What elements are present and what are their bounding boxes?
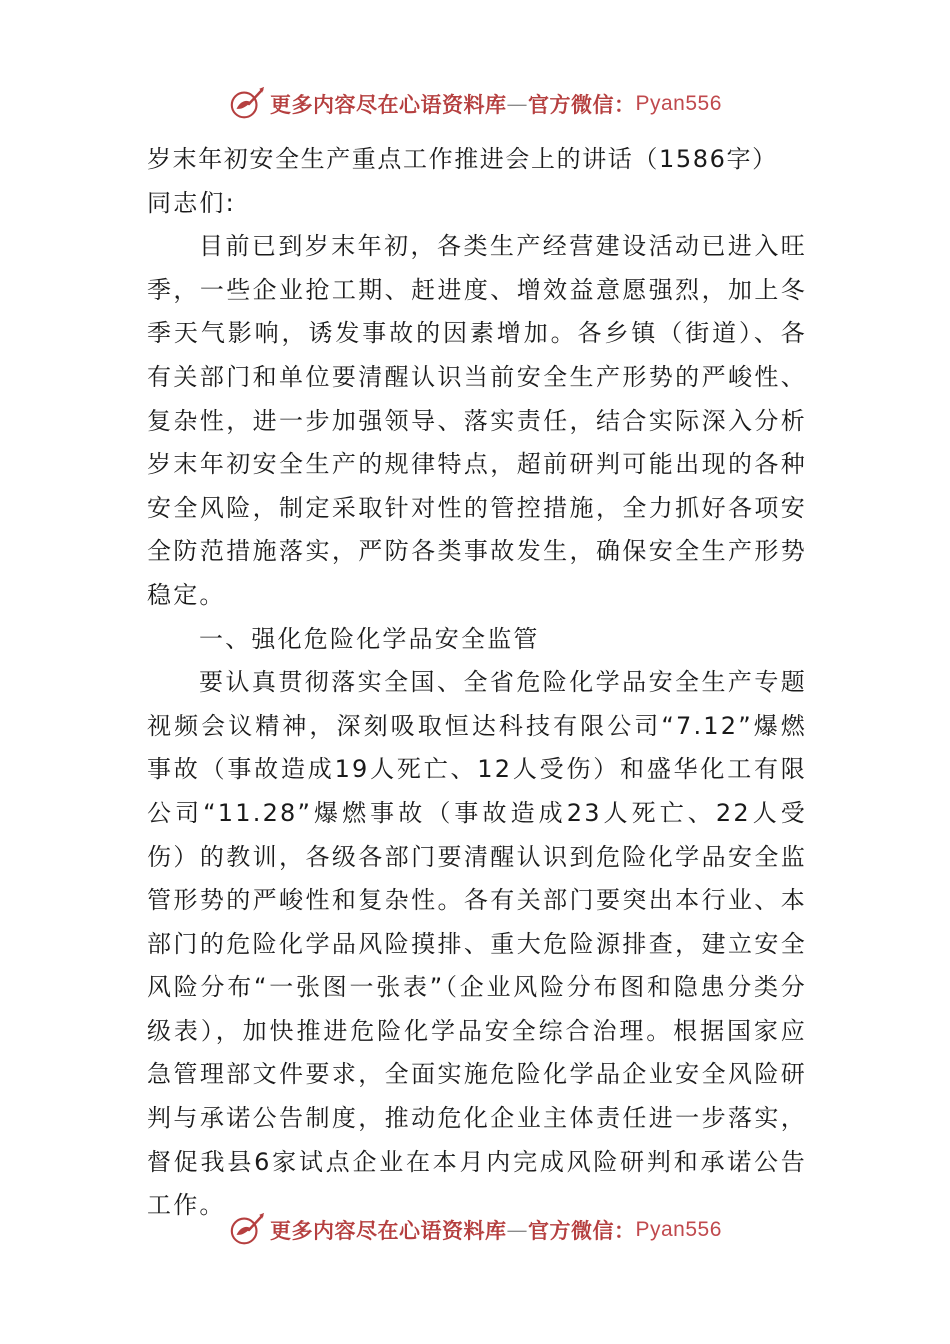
document-title: 岁末年初安全生产重点工作推进会上的讲话（1586字） — [147, 145, 778, 173]
watermark-brand: 更多内容尽在心语资料库 — [270, 92, 507, 117]
watermark-wechat-id: Pyan556 — [635, 92, 722, 115]
watermark-separator: — — [506, 1218, 528, 1242]
document-body — [147, 138, 807, 1228]
header-watermark — [228, 84, 722, 124]
pen-logo-icon — [228, 85, 266, 123]
pen-logo-icon — [228, 1211, 266, 1249]
paragraph-intro: 目前已到岁末年初，各类生产经营建设活动已进入旺季，一些企业抢工期、赶进度、增效益意愿强烈，加上冬季天气影响，诱发事故的因素增加。各乡镇（街道）、各有关部门和单位要清醒认识当前安全生产形势的严峻性、复杂性，进一步加强领导、落实责任，结合实际深入分析岁末年初安全生产的规律特点，超前研判可能出现的各种安全风险，制定采取针对性的管控措施，全力抓好各项安全防范措施落实，严防各类事故发生，确保安全生产形势稳定。 — [147, 232, 807, 609]
section-heading: 一、强化危险化学品安全监管 — [199, 624, 540, 653]
footer-watermark — [228, 1210, 722, 1250]
salutation: 同志们: — [147, 188, 236, 217]
watermark-wechat-id: Pyan556 — [635, 1218, 722, 1241]
watermark-official-label: 官方微信： — [528, 1218, 636, 1243]
watermark-official-label: 官方微信： — [528, 92, 636, 117]
watermark-separator: — — [506, 92, 528, 116]
paragraph-chemical-safety: 要认真贯彻落实全国、全省危险化学品安全生产专题视频会议精神，深刻吸取恒达科技有限公司“7.12”爆燃事故（事故造成19人死亡、12人受伤）和盛华化工有限公司“11.28”爆燃事故（事故造成23人死亡、22人受伤）的教训，各级各部门要清醒认识到危险化学品安全监管形势的严峻性和复杂性。各有关部门要突出本行业、本部门的危险化学品风险摸排、重大危险源排查，建立安全风险分布“一张图一张表”（企业风险分布图和隐患分类分级表），加快推进危险化学品安全综合治理。根据国家应急管理部文件要求，全面实施危险化学品企业安全风险研判与承诺公告制度，推动危化企业主体责任进一步落实，督促我县6家试点企业在本月内完成风险研判和承诺公告工作。 — [147, 668, 807, 1220]
watermark-brand: 更多内容尽在心语资料库 — [270, 1218, 507, 1243]
